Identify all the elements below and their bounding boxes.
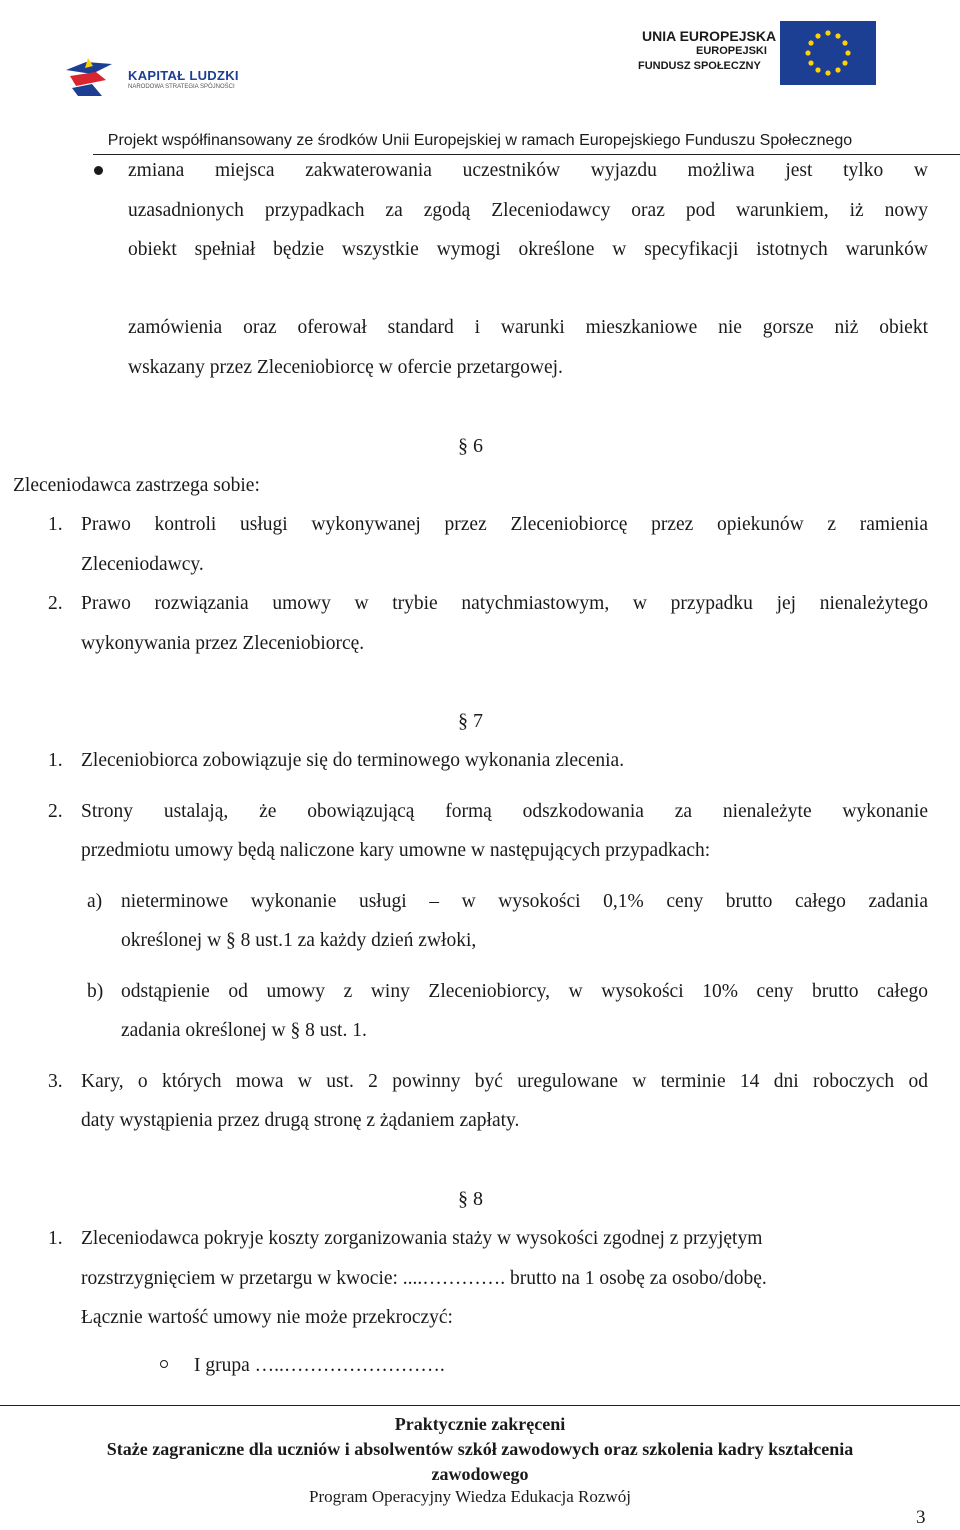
eu-flag-icon — [780, 21, 876, 85]
eu-title: UNIA EUROPEJSKA — [642, 28, 777, 44]
section-7-sub-b-line-1: odstąpienie od umowy z winy Zleceniobiorcy, w wysokości 10% ceny brutto całego — [121, 981, 928, 1002]
kapital-ludzki-logo — [66, 58, 296, 100]
section-7-item-2-number: 2. — [48, 801, 63, 822]
section-6-intro: Zleceniodawca zastrzega sobie: — [13, 475, 260, 496]
section-8-item-1-line-1: Zleceniodawca pokryje koszty zorganizowania staży w wysokości zgodnej z przyjętym — [81, 1228, 763, 1249]
section-7-heading: § 7 — [458, 710, 483, 732]
footer-line-3: zawodowego — [431, 1464, 529, 1484]
section-6-item-1-line-1: Prawo kontroli usługi wykonywanej przez Zleceniobiorcę przez opiekunów z ramienia — [81, 514, 928, 535]
bullet-dot-icon — [94, 166, 103, 175]
section-7-item-3-line-2: daty wystąpienia przez drugą stronę z żądaniem zapłaty. — [81, 1110, 520, 1131]
project-line: Projekt współfinansowany ze środków Unii Europejskiej w ramach Europejskiego Funduszu Społecznego — [107, 132, 853, 149]
section-7-item-3-number: 3. — [48, 1071, 63, 1092]
section-7-item-3-line-1: Kary, o których mowa w ust. 2 powinny być uregulowane w terminie 14 dni roboczych od — [81, 1071, 928, 1092]
section-7-sub-a-line-1: nieterminowe wykonanie usługi – w wysokości 0,1% ceny brutto całego zadania — [121, 891, 928, 912]
bullet-line-5: wskazany przez Zleceniobiorcę w ofercie przetargowej. — [128, 357, 563, 378]
kapital-ludzki-subtitle: NARODOWA STRATEGIA SPÓJNOŚCI — [128, 84, 235, 90]
footer-line-4: Program Operacyjny Wiedza Edukacja Rozwój — [309, 1487, 631, 1506]
section-8-item-1-line-2: rozstrzygnięciem w przetargu w kwocie: ....…………. brutto na 1 osobę za osobo/dobę. — [81, 1268, 767, 1289]
section-8-item-1-number: 1. — [48, 1228, 63, 1249]
section-7-item-2-line-2: przedmiotu umowy będą naliczone kary umowne w następujących przypadkach: — [81, 840, 711, 861]
bullet-line-1: zmiana miejsca zakwaterowania uczestników wyjazdu możliwa jest tylko w — [128, 160, 928, 181]
section-6-item-1-line-2: Zleceniodawcy. — [81, 554, 204, 575]
section-7-sub-a-line-2: określonej w § 8 ust.1 za każdy dzień zwłoki, — [121, 930, 477, 951]
eu-subtitle-2: FUNDUSZ SPOŁECZNY — [638, 60, 761, 72]
section-6-item-1-number: 1. — [48, 514, 63, 535]
section-7-item-1-text: Zleceniobiorca zobowiązuje się do terminowego wykonania zlecenia. — [81, 750, 625, 771]
hollow-bullet-icon — [160, 1360, 168, 1368]
section-8-heading: § 8 — [458, 1188, 483, 1210]
section-7-item-2-line-1: Strony ustalają, że obowiązującą formą odszkodowania za nienależyte wykonanie — [81, 801, 928, 822]
bullet-line-2: uzasadnionych przypadkach za zgodą Zleceniodawcy oraz pod warunkiem, iż nowy — [128, 200, 928, 221]
page-number: 3 — [916, 1507, 926, 1528]
section-6-heading: § 6 — [458, 435, 483, 457]
bullet-line-4: zamówienia oraz oferował standard i warunki mieszkaniowe nie gorsze niż obiekt — [128, 317, 928, 338]
section-7-item-1-number: 1. — [48, 750, 63, 771]
footer-line-2: Staże zagraniczne dla uczniów i absolwentów szkół zawodowych oraz szkolenia kadry kształcenia — [106, 1439, 854, 1459]
footer-line-1: Praktycznie zakręceni — [394, 1414, 566, 1434]
eu-subtitle-1: EUROPEJSKI — [696, 45, 767, 57]
section-7-sub-b-letter: b) — [87, 981, 104, 1002]
bullet-line-3: obiekt spełniał będzie wszystkie wymogi określone w specyfikacji istotnych warunków — [128, 239, 928, 260]
kapital-ludzki-title: KAPITAŁ LUDZKI — [128, 68, 239, 83]
section-7-sub-b-line-2: zadania określonej w § 8 ust. 1. — [121, 1020, 367, 1041]
section-6-item-2-number: 2. — [48, 593, 63, 614]
group-label: I grupa …..……………………. — [194, 1355, 445, 1376]
eu-logo — [620, 18, 882, 96]
footer-divider — [0, 1405, 960, 1406]
section-7-sub-a-letter: a) — [87, 891, 103, 912]
kapital-ludzki-emblem-icon — [66, 58, 112, 98]
section-8-item-1-line-3: Łącznie wartość umowy nie może przekroczyć: — [81, 1307, 453, 1328]
section-6-item-2-line-2: wykonywania przez Zleceniobiorcę. — [81, 633, 365, 654]
section-6-item-2-line-1: Prawo rozwiązania umowy w trybie natychmiastowym, w przypadku jej nienależytego — [81, 593, 928, 614]
